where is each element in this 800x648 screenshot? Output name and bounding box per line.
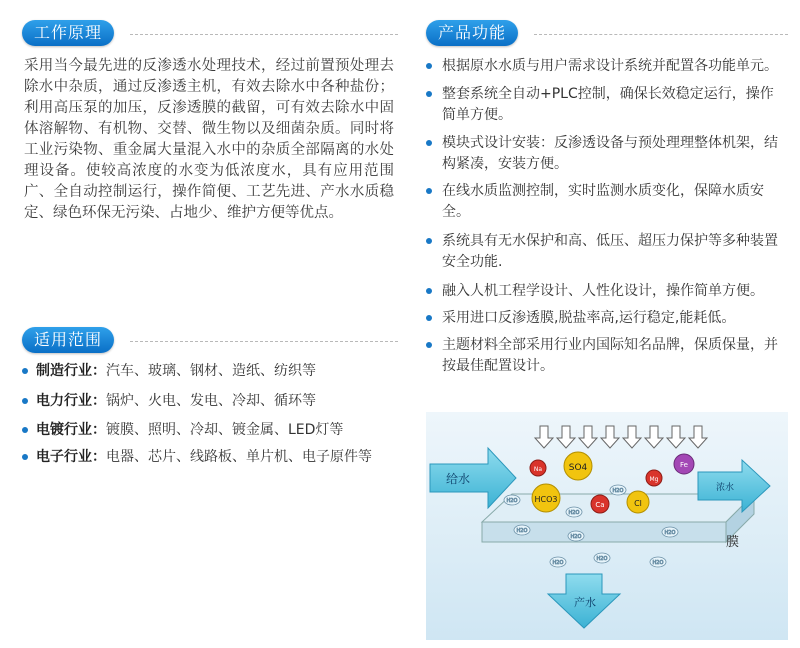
svg-text:H2O: H2O bbox=[506, 498, 518, 504]
feed-label: 给水 bbox=[446, 472, 471, 486]
water-molecule bbox=[610, 485, 626, 495]
ion-so4 bbox=[564, 452, 592, 480]
bullet-icon bbox=[22, 368, 28, 374]
feature-item: 融入人机工程学设计、人性化设计，操作简单方便。 bbox=[426, 281, 786, 302]
bullet-icon bbox=[426, 342, 432, 348]
ion-mg bbox=[646, 470, 662, 486]
water-molecule bbox=[594, 553, 610, 563]
bullet-icon bbox=[426, 238, 432, 244]
ion-cl bbox=[627, 491, 649, 513]
scope-item-manufacturing: 制造行业：汽车、玻璃、钢材、造纸、纺织等 bbox=[22, 360, 316, 380]
svg-text:H2O: H2O bbox=[596, 556, 608, 562]
ion-hco3-label: HCO3 bbox=[534, 495, 558, 504]
scope-item-plating: 电镀行业：镀膜、照明、冷却、镀金属、LED灯等 bbox=[22, 419, 343, 439]
principle-title: 工作原理 bbox=[22, 20, 114, 46]
svg-text:H2O: H2O bbox=[516, 528, 528, 534]
ion-fe-label: Fe bbox=[680, 461, 688, 469]
bullet-icon bbox=[426, 315, 432, 321]
bullet-icon bbox=[426, 288, 432, 294]
feature-item: 采用进口反渗透膜,脱盐率高,运行稳定,能耗低。 bbox=[426, 308, 786, 329]
feature-item: 模块式设计安装：反渗透设备与预处理理整体机架，结构紧凑，安装方便。 bbox=[426, 133, 786, 175]
ion-na-label: Na bbox=[533, 466, 543, 473]
scope-item-electronics: 电子行业：电器、芯片、线路板、单片机、电子原件等 bbox=[22, 446, 372, 466]
bullet-icon bbox=[22, 398, 28, 404]
svg-text:H2O: H2O bbox=[612, 488, 624, 494]
ion-hco3 bbox=[532, 484, 560, 512]
principle-divider bbox=[130, 34, 398, 36]
bullet-icon bbox=[426, 63, 432, 69]
feature-item: 整套系统全自动+PLC控制，确保长效稳定运行，操作简单方便。 bbox=[426, 84, 786, 126]
membrane-label: 膜 bbox=[726, 535, 740, 550]
bullet-icon bbox=[426, 91, 432, 97]
feature-item: 根据原水水质与用户需求设计系统并配置各功能单元。 bbox=[426, 56, 786, 77]
product-label: 产水 bbox=[574, 596, 596, 609]
svg-text:H2O: H2O bbox=[652, 560, 664, 566]
water-molecule bbox=[550, 557, 566, 567]
scope-divider bbox=[130, 341, 398, 343]
water-molecule bbox=[504, 495, 520, 505]
water-molecule bbox=[650, 557, 666, 567]
feature-item: 主题材料全部采用行业内国际知名品牌，保质保量，并按最佳配置设计。 bbox=[426, 335, 786, 377]
feature-item: 在线水质监测控制，实时监测水质变化，保障水质安全。 bbox=[426, 181, 786, 223]
water-molecule bbox=[568, 531, 584, 541]
features-title: 产品功能 bbox=[426, 20, 518, 46]
ion-so4-label: SO4 bbox=[568, 463, 588, 473]
ro-membrane-diagram bbox=[426, 412, 788, 640]
scope-title: 适用范围 bbox=[22, 327, 114, 353]
water-molecule bbox=[566, 507, 582, 517]
bullet-icon bbox=[426, 140, 432, 146]
ion-cl-label: Cl bbox=[634, 499, 642, 508]
water-molecule bbox=[662, 527, 678, 537]
ion-mg-label: Mg bbox=[649, 476, 659, 483]
ion-ca bbox=[591, 495, 609, 513]
svg-text:H2O: H2O bbox=[568, 510, 580, 516]
bullet-icon bbox=[426, 188, 432, 194]
principle-text: 采用当今最先进的反渗透水处理技术，经过前置预处理去除水中杂质，通过反渗透主机，有效去除水中各种盐份；利用高压泵的加压，反渗透膜的截留，可有效去除水中固体溶解物、有机物、交替、微生物以及细菌杂质。同时将工业污染物、重金属大量混入水中的杂质全部隔离的水处理设备。使较高浓度的水变为低浓度水，具有应用范围广、全自动控制运行，操作简便、工艺先进、产水水质稳定、绿色环保无污染、占地少、维护方便等优点。 bbox=[24, 58, 394, 221]
features-divider bbox=[534, 34, 788, 36]
ion-ca-label: Ca bbox=[595, 501, 605, 509]
feature-item: 系统具有无水保护和高、低压、超压力保护等多种装置安全功能. bbox=[426, 231, 786, 273]
scope-item-power: 电力行业：锅炉、火电、发电、冷却、循环等 bbox=[22, 390, 316, 410]
concentrate-label: 浓水 bbox=[716, 483, 735, 493]
water-molecule bbox=[514, 525, 530, 535]
svg-text:H2O: H2O bbox=[552, 560, 564, 566]
ion-na bbox=[530, 460, 546, 476]
svg-text:H2O: H2O bbox=[664, 530, 676, 536]
ion-fe bbox=[674, 454, 694, 474]
bullet-icon bbox=[22, 454, 28, 460]
bullet-icon bbox=[22, 427, 28, 433]
svg-text:H2O: H2O bbox=[570, 534, 582, 540]
